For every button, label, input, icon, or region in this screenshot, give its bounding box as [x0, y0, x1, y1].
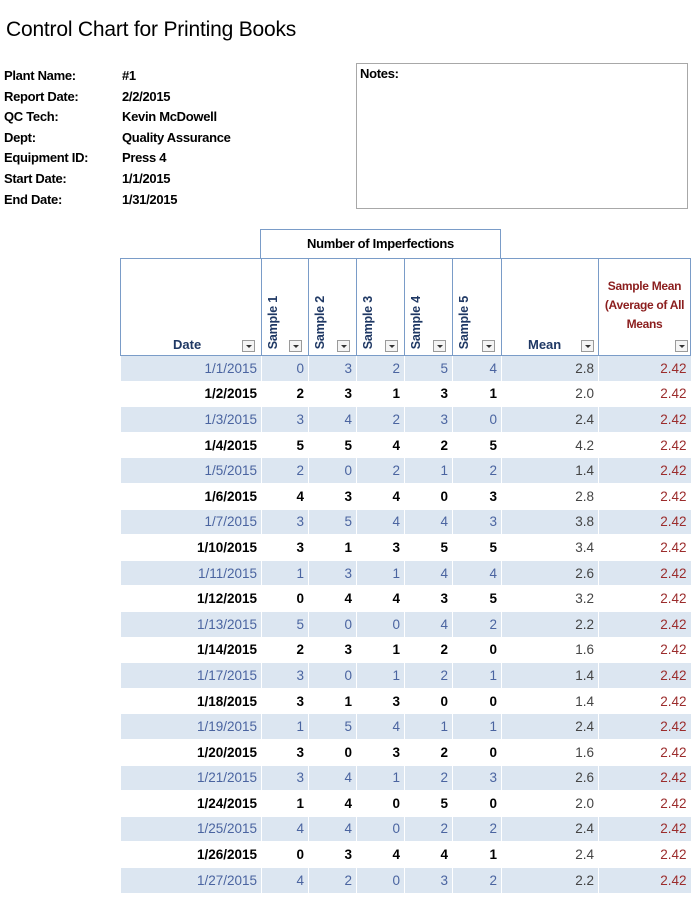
sample-3-cell[interactable]: 4 — [357, 586, 405, 612]
table-row — [121, 765, 691, 791]
sample-1-cell[interactable]: 3 — [262, 663, 309, 689]
sample-4-cell[interactable]: 2 — [405, 739, 453, 765]
sample-4-cell[interactable]: 4 — [405, 842, 453, 868]
mean-cell[interactable]: 1.4 — [502, 663, 599, 689]
sample-1-cell[interactable]: 1 — [262, 791, 309, 817]
sample-mean-cell[interactable]: 2.42 — [599, 432, 691, 458]
sample-2-cell[interactable]: 0 — [309, 739, 357, 765]
info-label: End Date: — [4, 191, 62, 207]
sample-5-cell[interactable]: 5 — [453, 586, 502, 612]
sample-3-header — [357, 259, 405, 356]
mean-cell[interactable]: 3.2 — [502, 586, 599, 612]
sample-mean-header — [599, 259, 691, 356]
sample-5-cell[interactable]: 4 — [453, 356, 502, 382]
info-row — [4, 107, 231, 128]
sample-5-cell[interactable]: 0 — [453, 637, 502, 663]
sample-5-cell[interactable]: 3 — [453, 509, 502, 535]
sample-1-cell[interactable]: 5 — [262, 611, 309, 637]
mean-cell[interactable]: 2.4 — [502, 816, 599, 842]
sample-4-cell[interactable]: 1 — [405, 714, 453, 740]
date-cell[interactable]: 1/13/2015 — [121, 611, 262, 637]
info-row — [4, 66, 231, 87]
date-header-label: Date — [173, 337, 202, 352]
sample-3-cell[interactable]: 1 — [357, 637, 405, 663]
table-row — [121, 637, 691, 663]
sample-2-cell[interactable]: 4 — [309, 586, 357, 612]
table-row — [121, 560, 691, 586]
sample-4-filter-dropdown-icon[interactable] — [433, 340, 446, 352]
sample-5-cell[interactable]: 1 — [453, 381, 502, 407]
mean-cell[interactable]: 2.8 — [502, 483, 599, 509]
info-label: Plant Name: — [4, 68, 76, 83]
mean-cell[interactable]: 4.2 — [502, 432, 599, 458]
mean-cell[interactable]: 3.4 — [502, 535, 599, 561]
date-cell[interactable]: 1/5/2015 — [121, 458, 262, 484]
info-value: Quality Assurance — [122, 129, 231, 145]
sample-3-cell[interactable]: 1 — [357, 765, 405, 791]
date-cell[interactable]: 1/10/2015 — [121, 535, 262, 561]
sample-1-cell[interactable]: 0 — [262, 586, 309, 612]
control-chart-table — [120, 258, 691, 893]
sample-mean-cell[interactable]: 2.42 — [599, 688, 691, 714]
sample-4-cell[interactable]: 4 — [405, 509, 453, 535]
sample-5-cell[interactable]: 3 — [453, 483, 502, 509]
date-cell[interactable]: 1/12/2015 — [121, 586, 262, 612]
table-row — [121, 611, 691, 637]
sample-4-cell[interactable]: 3 — [405, 407, 453, 433]
sample-1-header — [262, 259, 309, 356]
sample-3-cell[interactable]: 4 — [357, 483, 405, 509]
sample-5-cell[interactable]: 0 — [453, 739, 502, 765]
info-value: 1/31/2015 — [122, 191, 178, 207]
sample-mean-cell[interactable]: 2.42 — [599, 765, 691, 791]
page-title: Control Chart for Printing Books — [6, 18, 297, 41]
mean-cell[interactable]: 1.4 — [502, 688, 599, 714]
sample-3-cell[interactable]: 4 — [357, 432, 405, 458]
table-row — [121, 586, 691, 612]
sample-1-cell[interactable]: 2 — [262, 381, 309, 407]
sample-2-cell[interactable]: 1 — [309, 535, 357, 561]
sample-2-cell[interactable]: 3 — [309, 842, 357, 868]
sample-3-filter-dropdown-icon[interactable] — [385, 340, 398, 352]
sample-1-cell[interactable]: 4 — [262, 483, 309, 509]
sample-4-cell[interactable]: 5 — [405, 356, 453, 382]
sample-3-cell[interactable]: 2 — [357, 458, 405, 484]
sample-4-header — [405, 259, 453, 356]
info-value: 1/1/2015 — [122, 170, 171, 186]
table-row — [121, 381, 691, 407]
sample-2-cell[interactable]: 0 — [309, 458, 357, 484]
mean-cell[interactable]: 2.4 — [502, 714, 599, 740]
sample-2-cell[interactable]: 3 — [309, 381, 357, 407]
sample-5-cell[interactable]: 2 — [453, 458, 502, 484]
sample-1-cell[interactable]: 2 — [262, 458, 309, 484]
info-row — [4, 87, 231, 108]
sample-2-cell[interactable]: 5 — [309, 432, 357, 458]
table-row — [121, 356, 691, 382]
sample-4-cell[interactable]: 4 — [405, 560, 453, 586]
date-cell[interactable]: 1/24/2015 — [121, 791, 262, 817]
table-row — [121, 816, 691, 842]
sample-2-cell[interactable]: 3 — [309, 637, 357, 663]
mean-cell[interactable]: 2.4 — [502, 842, 599, 868]
sample-5-cell[interactable]: 3 — [453, 765, 502, 791]
sample-2-cell[interactable]: 4 — [309, 765, 357, 791]
sample-1-cell[interactable]: 0 — [262, 356, 309, 382]
date-cell[interactable]: 1/20/2015 — [121, 739, 262, 765]
sample-mean-cell[interactable]: 2.42 — [599, 509, 691, 535]
sample-3-cell[interactable]: 3 — [357, 739, 405, 765]
table-row — [121, 842, 691, 868]
sample-4-cell[interactable]: 0 — [405, 688, 453, 714]
info-value: 2/2/2015 — [122, 88, 171, 104]
sample-5-cell[interactable]: 1 — [453, 663, 502, 689]
sample-2-cell[interactable]: 2 — [309, 867, 357, 893]
date-header — [121, 259, 262, 356]
sample-2-cell[interactable]: 3 — [309, 560, 357, 586]
sample-mean-cell[interactable]: 2.42 — [599, 483, 691, 509]
sample-2-cell[interactable]: 0 — [309, 663, 357, 689]
sample-4-cell[interactable]: 1 — [405, 458, 453, 484]
date-cell[interactable]: 1/11/2015 — [121, 560, 262, 586]
sample-3-cell[interactable]: 2 — [357, 407, 405, 433]
date-filter-dropdown-icon[interactable] — [242, 340, 255, 352]
date-cell[interactable]: 1/18/2015 — [121, 688, 262, 714]
sample-3-header-label: Sample 3 — [361, 295, 375, 349]
sample-mean-cell[interactable]: 2.42 — [599, 586, 691, 612]
info-row — [4, 128, 231, 149]
mean-cell[interactable]: 2.0 — [502, 381, 599, 407]
sample-mean-cell[interactable]: 2.42 — [599, 381, 691, 407]
date-cell[interactable]: 1/4/2015 — [121, 432, 262, 458]
info-label: Equipment ID: — [4, 150, 89, 166]
sample-1-cell[interactable]: 3 — [262, 407, 309, 433]
mean-cell[interactable]: 1.4 — [502, 458, 599, 484]
sample-2-cell[interactable]: 1 — [309, 688, 357, 714]
sample-4-cell[interactable]: 2 — [405, 432, 453, 458]
sample-mean-filter-dropdown-icon[interactable] — [675, 340, 688, 352]
date-cell[interactable]: 1/27/2015 — [121, 867, 262, 893]
sample-mean-header-label: Sample Mean (Average of All Means — [604, 279, 685, 331]
sample-3-cell[interactable]: 1 — [357, 381, 405, 407]
sample-1-cell[interactable]: 1 — [262, 560, 309, 586]
sample-2-header-label: Sample 2 — [313, 295, 327, 349]
mean-cell[interactable]: 2.2 — [502, 867, 599, 893]
sample-mean-cell[interactable]: 2.42 — [599, 611, 691, 637]
sample-3-cell[interactable]: 1 — [357, 663, 405, 689]
mean-cell[interactable]: 2.6 — [502, 765, 599, 791]
table-row — [121, 535, 691, 561]
table-header-row — [121, 259, 691, 356]
sample-mean-cell[interactable]: 2.42 — [599, 816, 691, 842]
date-cell[interactable]: 1/25/2015 — [121, 816, 262, 842]
table-row — [121, 791, 691, 817]
date-cell[interactable]: 1/17/2015 — [121, 663, 262, 689]
sample-mean-cell[interactable]: 2.42 — [599, 637, 691, 663]
mean-cell[interactable]: 2.0 — [502, 791, 599, 817]
sample-4-cell[interactable]: 2 — [405, 637, 453, 663]
mean-cell[interactable]: 1.6 — [502, 637, 599, 663]
info-label: Start Date: — [4, 170, 67, 186]
mean-header-label: Mean — [528, 337, 562, 352]
mean-cell[interactable]: 2.8 — [502, 356, 599, 382]
table-row — [121, 739, 691, 765]
sample-4-cell[interactable]: 3 — [405, 381, 453, 407]
mean-cell[interactable]: 1.6 — [502, 739, 599, 765]
table-row — [121, 432, 691, 458]
sample-2-cell[interactable]: 4 — [309, 407, 357, 433]
sample-3-cell[interactable]: 3 — [357, 688, 405, 714]
info-row — [4, 190, 231, 211]
sample-3-cell[interactable]: 4 — [357, 714, 405, 740]
sample-5-cell[interactable]: 2 — [453, 611, 502, 637]
info-row — [4, 169, 231, 190]
notes-box[interactable] — [356, 63, 688, 209]
sample-5-cell[interactable]: 5 — [453, 432, 502, 458]
sample-2-filter-dropdown-icon[interactable] — [337, 340, 350, 352]
table-row — [121, 483, 691, 509]
table-row — [121, 867, 691, 893]
table-row — [121, 407, 691, 433]
table-row — [121, 663, 691, 689]
sample-1-cell[interactable]: 0 — [262, 842, 309, 868]
sample-3-cell[interactable]: 0 — [357, 611, 405, 637]
date-cell[interactable]: 1/7/2015 — [121, 509, 262, 535]
table-row — [121, 688, 691, 714]
sample-5-cell[interactable]: 2 — [453, 816, 502, 842]
sample-4-cell[interactable]: 5 — [405, 535, 453, 561]
date-cell[interactable]: 1/2/2015 — [121, 381, 262, 407]
sample-1-cell[interactable]: 3 — [262, 765, 309, 791]
sample-4-cell[interactable]: 2 — [405, 663, 453, 689]
sample-mean-cell[interactable]: 2.42 — [599, 714, 691, 740]
sample-3-cell[interactable]: 4 — [357, 842, 405, 868]
sample-3-cell[interactable]: 0 — [357, 867, 405, 893]
sample-mean-cell[interactable]: 2.42 — [599, 458, 691, 484]
sample-1-filter-dropdown-icon[interactable] — [289, 340, 302, 352]
sample-3-cell[interactable]: 0 — [357, 816, 405, 842]
sample-5-cell[interactable]: 0 — [453, 688, 502, 714]
imperfections-group-header: Number of Imperfections — [260, 229, 501, 259]
info-row — [4, 148, 231, 169]
sample-2-cell[interactable]: 3 — [309, 483, 357, 509]
sample-1-cell[interactable]: 3 — [262, 688, 309, 714]
sample-1-cell[interactable]: 1 — [262, 714, 309, 740]
sample-1-cell[interactable]: 2 — [262, 637, 309, 663]
sample-2-cell[interactable]: 5 — [309, 509, 357, 535]
sample-4-cell[interactable]: 2 — [405, 765, 453, 791]
sample-5-cell[interactable]: 1 — [453, 842, 502, 868]
sample-mean-cell[interactable]: 2.42 — [599, 356, 691, 382]
info-label: Dept: — [4, 129, 36, 145]
date-cell[interactable]: 1/6/2015 — [121, 483, 262, 509]
date-cell[interactable]: 1/19/2015 — [121, 714, 262, 740]
sample-5-cell[interactable]: 2 — [453, 867, 502, 893]
mean-filter-dropdown-icon[interactable] — [581, 340, 594, 352]
report-info — [4, 66, 231, 210]
sample-mean-cell[interactable]: 2.42 — [599, 867, 691, 893]
sample-2-header — [309, 259, 357, 356]
sample-1-cell[interactable]: 3 — [262, 509, 309, 535]
sample-5-cell[interactable]: 4 — [453, 560, 502, 586]
info-label: Report Date: — [4, 88, 79, 104]
date-cell[interactable]: 1/26/2015 — [121, 842, 262, 868]
info-label: QC Tech: — [4, 109, 59, 125]
sample-4-cell[interactable]: 3 — [405, 867, 453, 893]
mean-header — [502, 259, 599, 356]
sample-2-cell[interactable]: 4 — [309, 816, 357, 842]
sample-mean-cell[interactable]: 2.42 — [599, 663, 691, 689]
sample-4-cell[interactable]: 3 — [405, 586, 453, 612]
table-row — [121, 509, 691, 535]
sample-4-cell[interactable]: 4 — [405, 611, 453, 637]
sample-5-filter-dropdown-icon[interactable] — [482, 340, 495, 352]
sample-2-cell[interactable]: 4 — [309, 791, 357, 817]
sample-mean-cell[interactable]: 2.42 — [599, 407, 691, 433]
sample-mean-cell[interactable]: 2.42 — [599, 842, 691, 868]
date-cell[interactable]: 1/3/2015 — [121, 407, 262, 433]
sample-2-cell[interactable]: 3 — [309, 356, 357, 382]
info-value: Press 4 — [122, 150, 167, 166]
sample-4-cell[interactable]: 0 — [405, 483, 453, 509]
sample-5-cell[interactable]: 1 — [453, 714, 502, 740]
sample-4-cell[interactable]: 5 — [405, 791, 453, 817]
sample-2-cell[interactable]: 0 — [309, 611, 357, 637]
sample-1-cell[interactable]: 4 — [262, 867, 309, 893]
table-row — [121, 714, 691, 740]
sample-4-cell[interactable]: 2 — [405, 816, 453, 842]
sample-3-cell[interactable]: 2 — [357, 356, 405, 382]
sample-5-header — [453, 259, 502, 356]
mean-cell[interactable]: 3.8 — [502, 509, 599, 535]
date-cell[interactable]: 1/1/2015 — [121, 356, 262, 382]
date-cell[interactable]: 1/14/2015 — [121, 637, 262, 663]
info-value: Kevin McDowell — [122, 109, 217, 125]
sample-mean-cell[interactable]: 2.42 — [599, 560, 691, 586]
sample-1-cell[interactable]: 3 — [262, 535, 309, 561]
sample-3-cell[interactable]: 4 — [357, 509, 405, 535]
sample-1-cell[interactable]: 3 — [262, 739, 309, 765]
sample-mean-cell[interactable]: 2.42 — [599, 739, 691, 765]
sample-4-header-label: Sample 4 — [409, 295, 423, 349]
sample-5-cell[interactable]: 5 — [453, 535, 502, 561]
sample-3-cell[interactable]: 3 — [357, 535, 405, 561]
mean-cell[interactable]: 2.4 — [502, 407, 599, 433]
sample-mean-cell[interactable]: 2.42 — [599, 791, 691, 817]
notes-label: Notes: — [360, 66, 399, 81]
sample-mean-cell[interactable]: 2.42 — [599, 535, 691, 561]
table-row — [121, 458, 691, 484]
sample-3-cell[interactable]: 1 — [357, 560, 405, 586]
sample-2-cell[interactable]: 5 — [309, 714, 357, 740]
sample-1-cell[interactable]: 5 — [262, 432, 309, 458]
sample-5-header-label: Sample 5 — [457, 295, 471, 349]
mean-cell[interactable]: 2.2 — [502, 611, 599, 637]
info-value: #1 — [122, 68, 136, 83]
date-cell[interactable]: 1/21/2015 — [121, 765, 262, 791]
mean-cell[interactable]: 2.6 — [502, 560, 599, 586]
sample-1-header-label: Sample 1 — [266, 295, 280, 349]
sample-3-cell[interactable]: 0 — [357, 791, 405, 817]
sample-5-cell[interactable]: 0 — [453, 407, 502, 433]
sample-1-cell[interactable]: 4 — [262, 816, 309, 842]
sample-5-cell[interactable]: 0 — [453, 791, 502, 817]
